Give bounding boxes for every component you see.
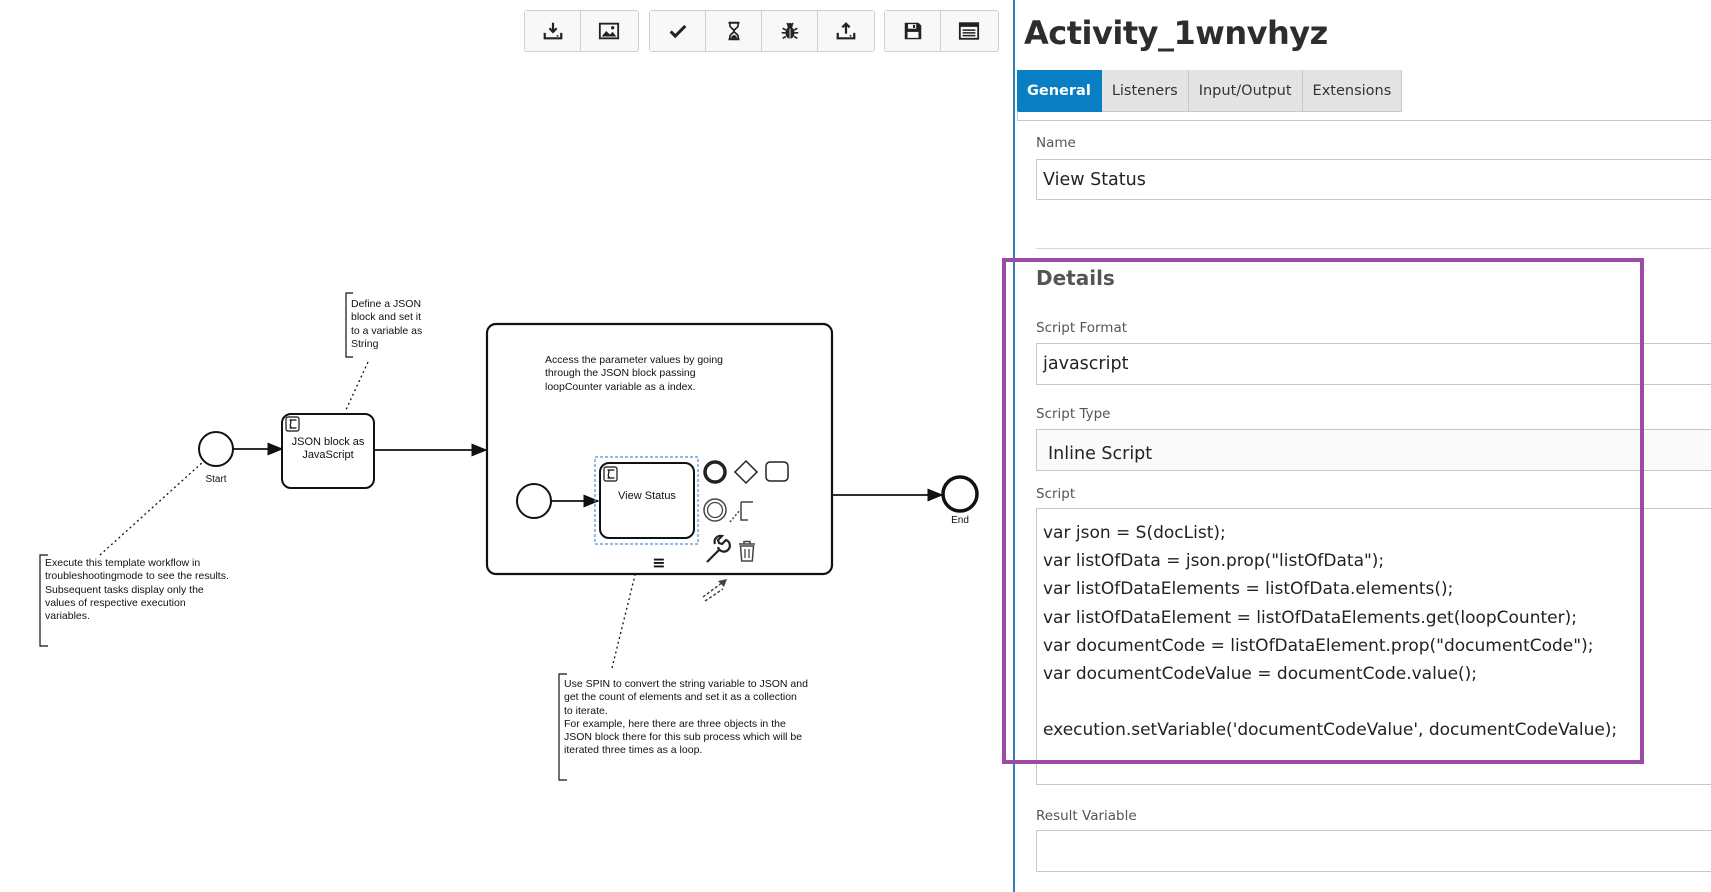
script-format-input[interactable]: javascript bbox=[1036, 343, 1711, 385]
details-section-title: Details bbox=[1036, 266, 1115, 290]
annotation-spin-convert[interactable]: Use SPIN to convert the string variable to JSON and get the count of elements and set it as a collection to iterate. For example, here there are three objects in the JSON block there for this sub process which will be iterated three times as a loop. bbox=[564, 678, 808, 757]
script-format-label: Script Format bbox=[1036, 320, 1128, 336]
append-end-event-icon bbox=[705, 462, 725, 482]
association-execute bbox=[100, 461, 204, 555]
tab-extensions[interactable]: Extensions bbox=[1303, 70, 1403, 112]
script-label: Script bbox=[1036, 486, 1076, 502]
name-label: Name bbox=[1036, 135, 1076, 151]
script-line: var json = S(docList); bbox=[1043, 523, 1226, 543]
script-line: var listOfDataElements = listOfData.elements(); bbox=[1043, 579, 1454, 600]
script-textarea[interactable] bbox=[1036, 508, 1711, 785]
task-view-status-label[interactable]: View Status bbox=[618, 490, 676, 502]
script-type-label: Script Type bbox=[1036, 406, 1111, 422]
tab-content-border bbox=[1017, 111, 1711, 121]
association-spin bbox=[612, 571, 636, 668]
annotation-define-json[interactable]: Define a JSON block and set it to a variable as String bbox=[351, 298, 423, 350]
script-task-icon bbox=[286, 417, 299, 431]
script-line: var documentCodeValue = documentCode.value(); bbox=[1043, 663, 1478, 684]
script-type-select[interactable]: Inline Script bbox=[1036, 429, 1711, 471]
script-line: var documentCode = listOfDataElement.prop("documentCode"); bbox=[1043, 635, 1594, 656]
tab-input-output[interactable]: Input/Output bbox=[1189, 70, 1303, 112]
tab-listeners[interactable]: Listeners bbox=[1102, 70, 1189, 112]
script-line: var listOfDataElement = listOfDataElements.get(loopCounter); bbox=[1043, 607, 1577, 628]
append-task-icon bbox=[766, 462, 788, 481]
script-line bbox=[1043, 688, 1705, 716]
script-task-icon-2 bbox=[604, 467, 617, 481]
task-json-block-label[interactable]: JSON block as JavaScript bbox=[291, 436, 365, 461]
name-input[interactable]: View Status bbox=[1036, 159, 1711, 200]
start-event-label: Start bbox=[205, 474, 227, 485]
inner-start-event bbox=[517, 484, 551, 518]
tab-general[interactable]: General bbox=[1017, 70, 1102, 112]
script-line: execution.setVariable('documentCodeValue', documentCodeValue); bbox=[1043, 720, 1618, 741]
panel-tabs bbox=[1017, 70, 1402, 112]
start-event bbox=[199, 432, 233, 466]
multi-instance-marker: ≡ bbox=[652, 553, 666, 572]
result-variable-label: Result Variable bbox=[1036, 808, 1137, 824]
script-line: var listOfData = json.prop("listOfData"); bbox=[1043, 551, 1385, 572]
association-define bbox=[345, 362, 368, 412]
section-divider bbox=[1036, 248, 1711, 249]
properties-panel bbox=[1013, 0, 1711, 892]
end-event-label: End bbox=[951, 515, 969, 526]
connect-arrow-icon bbox=[703, 579, 727, 601]
annotation-access-parameters[interactable]: Access the parameter values by going through the JSON block passing loopCounter variable as a index. bbox=[545, 354, 724, 393]
result-variable-input[interactable] bbox=[1036, 830, 1711, 872]
annotation-execute-template[interactable]: Execute this template workflow in troubleshootingmode to see the results. Subsequent tasks display only the values of respective execution variables. bbox=[45, 557, 229, 623]
panel-title: Activity_1wnvhyz bbox=[1024, 14, 1328, 52]
end-event bbox=[943, 477, 977, 511]
